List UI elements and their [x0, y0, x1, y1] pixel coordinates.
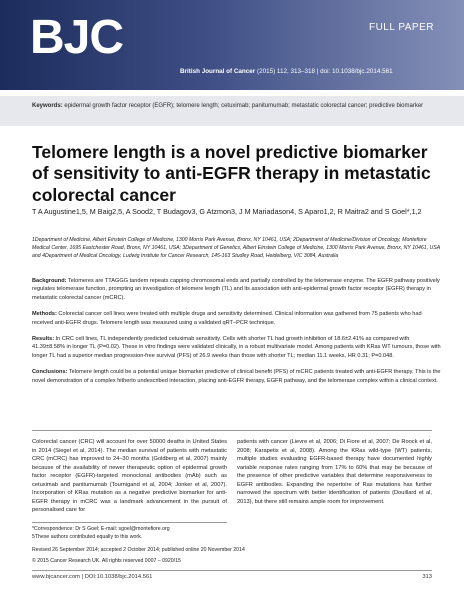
keywords-text [32, 102, 432, 110]
page-number: 313 [422, 574, 432, 580]
dates-note: Revised 26 September 2014; accepted 2 October 2014; published online 20 November 2014 [32, 547, 245, 553]
results-label: Results: [32, 335, 55, 342]
journal-logo: BJC [30, 11, 124, 64]
keywords-list: epidermal growth factor receptor (EGFR); telomere length; cetuximab; panitumumab; metastatic colorectal cancer; predictive biomarker [62, 103, 424, 109]
citation-details: (2015) 112, 313–318 | doi: 10.1038/bjc.2014.561 [255, 68, 393, 75]
methods-text: Colorectal cancer cell lines were treated with multiple drugs and sensitivity determined. Clinical information was gathered from 75 patients who had received anti-EGFR drugs. Telomere length was measured using a validated qRT–PCR technique. [32, 311, 422, 326]
keywords-band [0, 96, 464, 126]
methods-label: Methods: [32, 311, 57, 318]
footer-divider [32, 570, 432, 571]
abstract-results [32, 335, 442, 360]
author-list: T A Augustine1,5, M Baig2,5, A Sood2, T Budagov3, G Atzmon3, J M Mariadason4, S Aparo1,2, R Maitra2 and S Goel*,1,2 [32, 207, 422, 216]
journal-header [0, 0, 464, 90]
background-text: Telomeres are TTAGGG tandem repeats capping chromosomal ends and partially controlled by the telomerase enzyme. The EGFR pathway positively regulates telomerase function, prompting an investigation of telomere length (TL) and its association with anti-epidermal growth factor receptor (EGFR) therapy in metastatic colorectal cancer (mCRC). [32, 278, 440, 301]
copyright-note: © 2015 Cancer Research UK. All rights reserved 0007 – 0920/15 [32, 558, 181, 564]
article-title: Telomere length is a novel predictive biomarker of sensitivity to anti-EGFR therapy in metastatic colorectal cancer [32, 142, 431, 205]
abstract-methods [32, 310, 442, 327]
body-column-right: patients with cancer (Lievre et al, 2006; Di Fiore et al, 2007; De Roock et al, 2008; Karapetis et al, 2008). Among the KRas wild-type (WT) patients, multiple studies evaluating EGFR-based therapy have documented highly variable response rates ranging from 17% to 60% that may be because of the presence of other predictive variables that determine responsiveness to EGFR antibodies. Expanding the repertoire of Ras mutations has further narrowed the spectrum with better identification of patients (Douillard et al, 2013), but there still remains ample room for improvement. [237, 439, 432, 505]
abstract [32, 277, 442, 393]
page-footer [32, 574, 432, 580]
abstract-conclusions [32, 368, 442, 385]
article-type-label: FULL PAPER [368, 22, 434, 33]
abstract-background [32, 277, 442, 302]
background-label: Background: [32, 278, 67, 284]
footer-doi: www.bjcancer.com | DOI:10.1038/bjc.2014.561 [32, 574, 153, 580]
conclusions-label: Conclusions: [32, 369, 68, 376]
abstract-divider [32, 430, 432, 431]
citation-line [180, 68, 393, 75]
affiliations: 1Department of Medicine, Albert Einstein College of Medicine, 1300 Morris Park Avenue, Bronx, NY 10461, USA; 2Department of Medicine/Division of Oncology, Montefiore Medical Center, 1695 Eastchester Road, Bronx, NY 10461, USA; 3Department of Genetics, Albert Einstein College of Medicine, 1300 Morris Park Avenue, Bronx, NY 10461, USA and 4Department of Medical Oncology, Ludwig Institute for Cancer Research, 145-163 Studley Road, Heidelberg, VIC 3084, Australia [32, 237, 441, 259]
body-column-left: Colorectal cancer (CRC) will account for over 50000 deaths in United States in 2014 (Siegel et al, 2014). The median survival of patients with metastatic CRC (mCRC) has improved to 24–30 months (Goldberg et al, 2007) mainly because of the availability of newer therapeutic option of epidermal growth factor receptor (EGFR)-targeted monoclonal antibodies (mAb) such as cetuximab and panitumumab (Tournigand et al, 2004; Jonker et al, 2007). Incorporation of KRas mutation as a negative predictive biomarker for anti-EGFR therapy in mCRC was a landmark advancement in the pursuit of personalised care for [32, 439, 227, 514]
correspondence-note: *Correspondence: Dr S Goel; E-mail: sgoel@montefiore.org [32, 526, 170, 532]
keywords-label: Keywords: [32, 103, 63, 109]
journal-name: British Journal of Cancer [180, 68, 256, 75]
footnote-divider [32, 522, 227, 523]
results-text: In CRC cell lines, TL independently predicted cetuximab sensitivity. Cells with shorter TL had growth inhibition of 18.6±2.41% as compared with 41.39±8.58% in longer TL (P=0.02). These in vitro findings were validated clinically, in a robust multivariate model. Among patients with KRas WT tumours, those with longer TL had a superior median progression-free survival (PFS) of 26.9 weeks than those with shorter TL; median 11.1 weeks, HR 0.31; P=0.048. [32, 335, 441, 359]
conclusions-text: Telomere length could be a potential unique biomarker predictive of clinical benefit (PFS) of mCRC patients treated with anti-EGFR therapy. This is the novel demonstration of a complex hitherto undescribed interaction, placing anti-EGFR therapy, EGFR pathway, and the telomerase complex within a clinical context. [32, 369, 441, 384]
equal-contribution-note: 5These authors contributed equally to this work. [32, 534, 143, 540]
